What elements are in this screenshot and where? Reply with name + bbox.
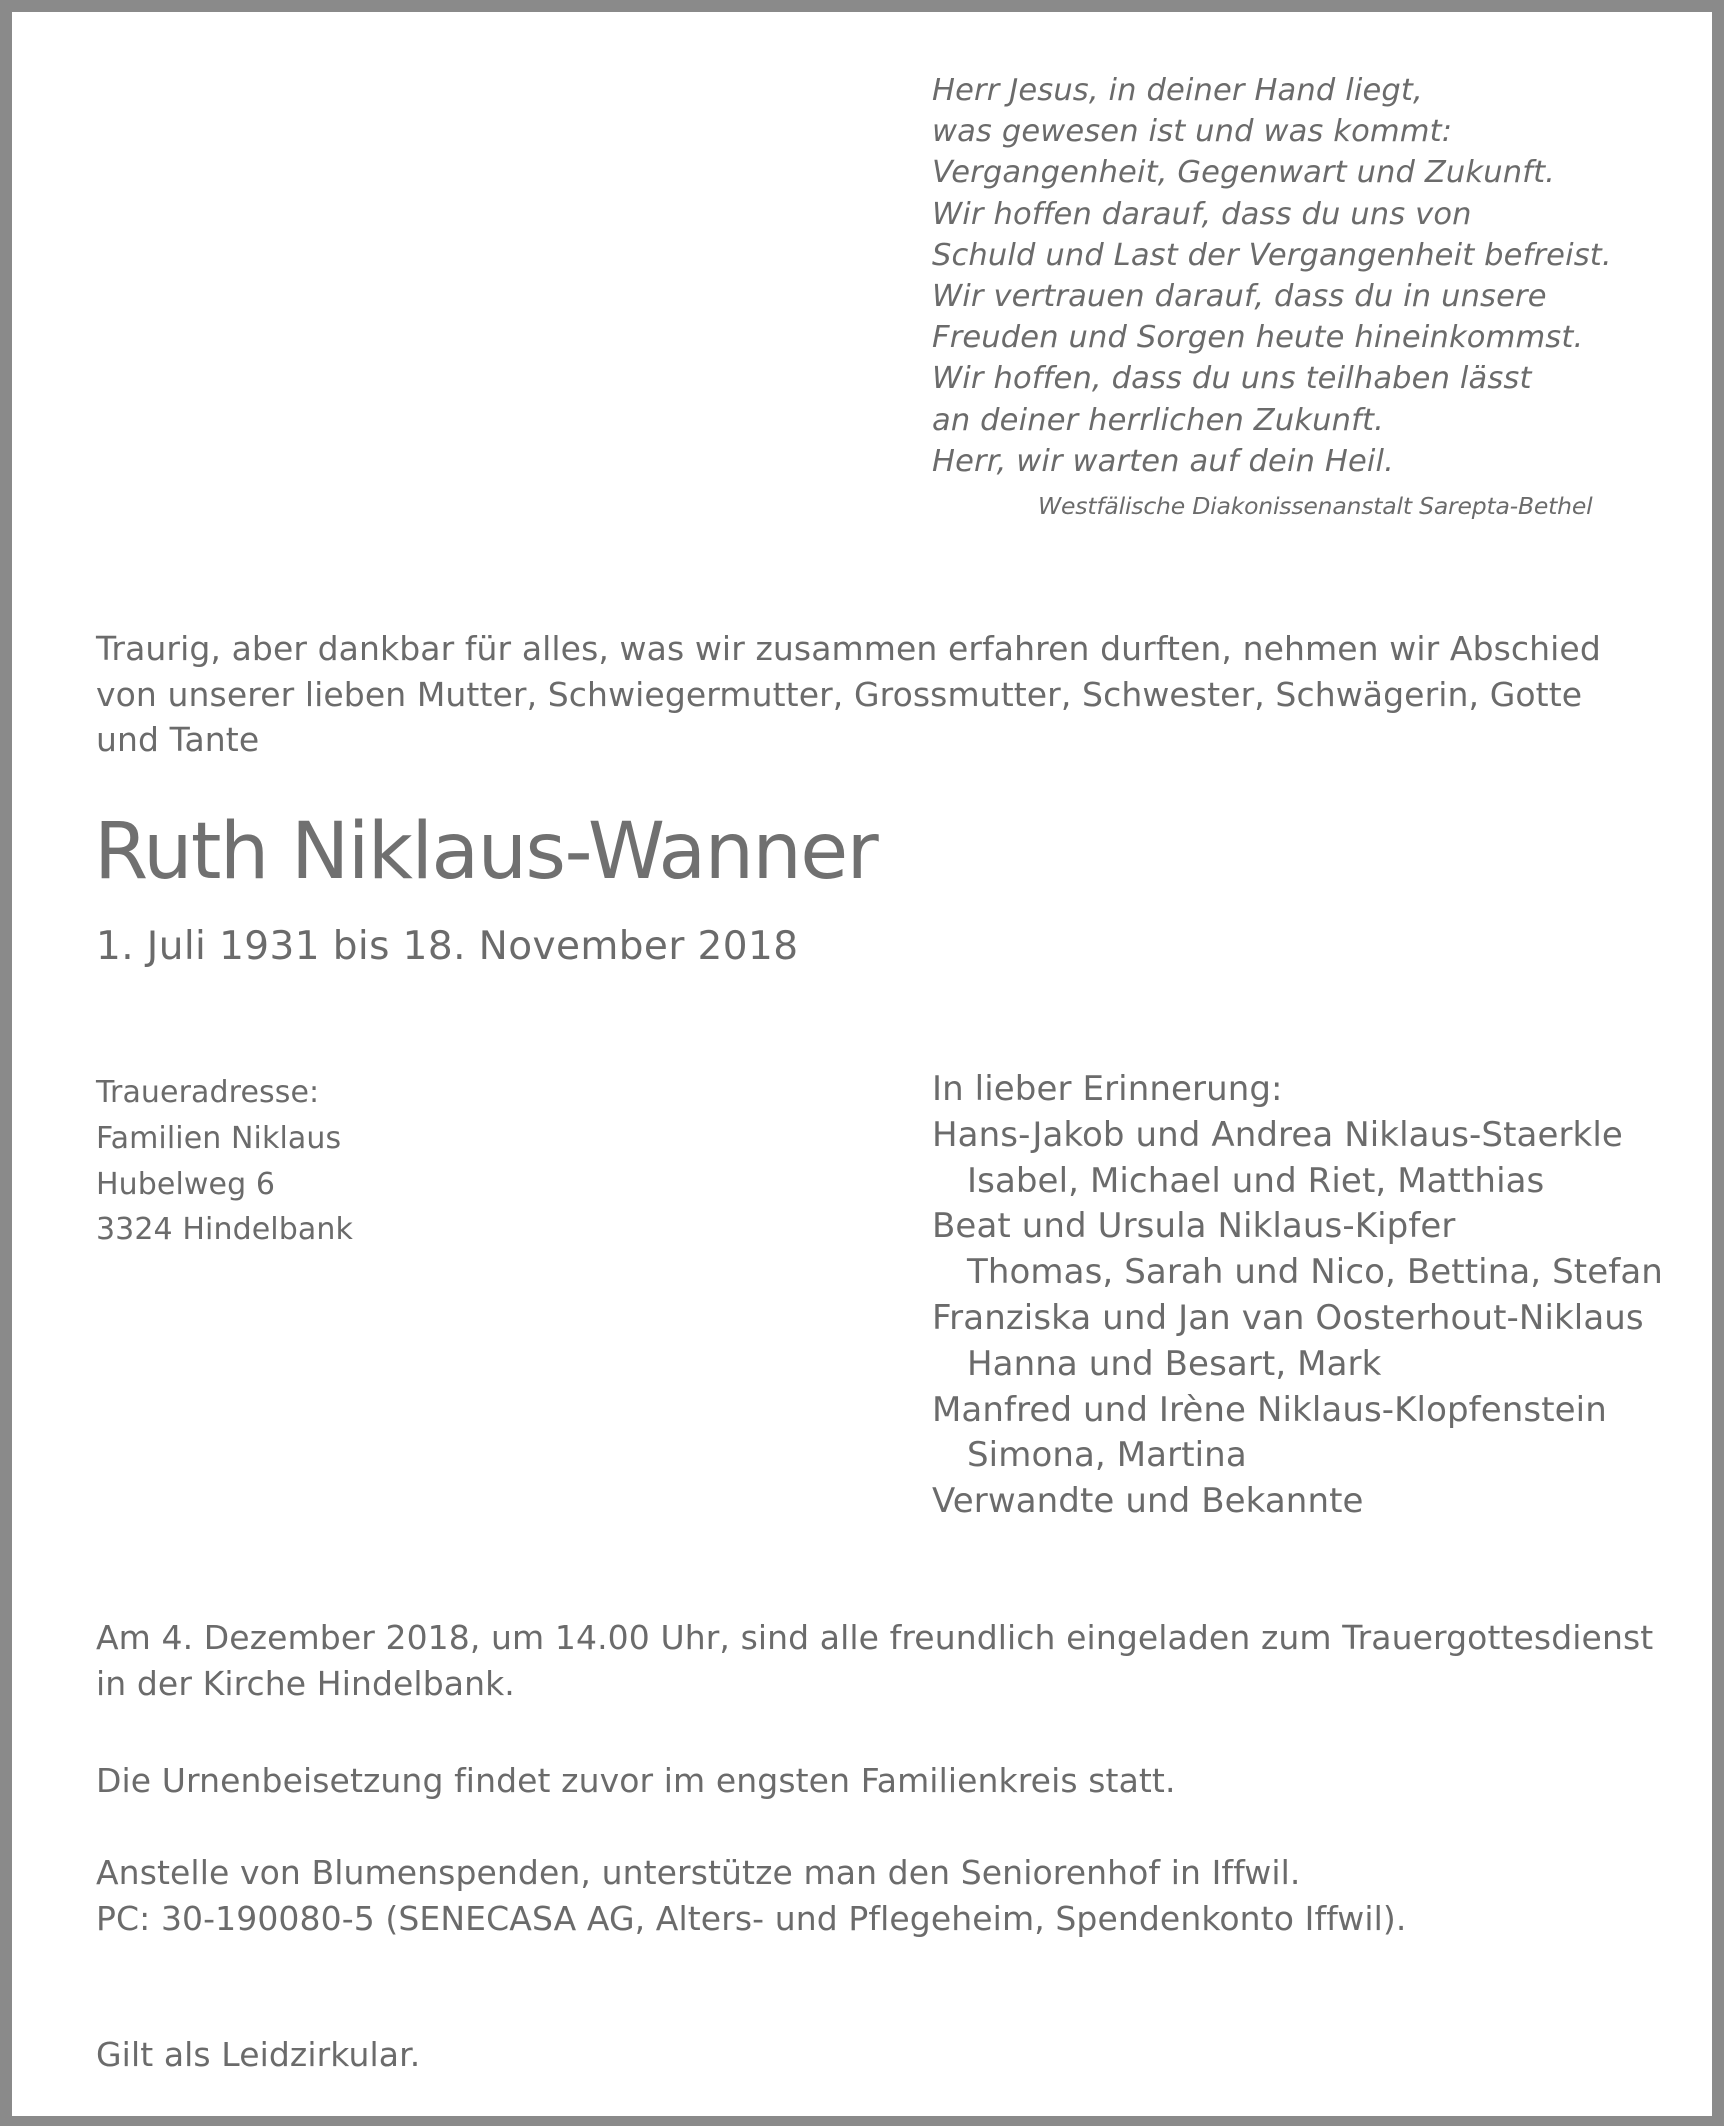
address-line: Hubelweg 6 [96, 1166, 276, 1202]
poem-line: Wir vertrauen darauf, dass du in unsere [932, 279, 1547, 315]
circular-note: Gilt als Leidzirkular. [96, 2035, 421, 2074]
service-line: Am 4. Dezember 2018, um 14.00 Uhr, sind alle freundlich eingeladen zum Trauergottesdienst [96, 1618, 1654, 1657]
intro-line: von unserer lieben Mutter, Schwiegermutter, Grossmutter, Schwester, Schwägerin, Gotte [96, 674, 1583, 714]
family-children-line: Isabel, Michael und Riet, Matthias [967, 1160, 1545, 1201]
poem-line: Freuden und Sorgen heute hineinkommst. [932, 320, 1584, 356]
poem-line: Wir hoffen, dass du uns teilhaben lässt [932, 361, 1532, 397]
poem-line: Vergangenheit, Gegenwart und Zukunft. [932, 155, 1556, 191]
family-line: Franziska und Jan van Oosterhout-Niklaus [932, 1297, 1644, 1338]
deceased-name: Ruth Niklaus-Wanner [94, 807, 878, 897]
family-line: Beat und Ursula Niklaus-Kipfer [932, 1206, 1456, 1247]
intro-text [96, 626, 1601, 763]
life-dates: 1. Juli 1931 bis 18. November 2018 [96, 924, 799, 969]
poem-line: Herr Jesus, in deiner Hand liegt, [932, 73, 1423, 108]
donation-info [96, 1850, 1406, 1941]
service-line: in der Kirche Hindelbank. [96, 1663, 515, 1703]
poem-line: Herr, wir warten auf dein Heil. [932, 443, 1395, 479]
poem-line: was gewesen ist und was kommt: [932, 114, 1453, 150]
urn-burial-note: Die Urnenbeisetzung findet zuvor im engsten Familienkreis statt. [96, 1761, 1176, 1800]
family-line: Hans-Jakob und Andrea Niklaus-Staerkle [932, 1114, 1623, 1155]
poem [932, 70, 1612, 482]
mourning-address [96, 1070, 353, 1253]
poem-line: Schuld und Last der Vergangenheit befreist. [932, 237, 1612, 273]
family-children-line: Hanna und Besart, Mark [967, 1343, 1382, 1384]
intro-line: und Tante [96, 720, 260, 759]
family-children-line: Thomas, Sarah und Nico, Bettina, Stefan [967, 1252, 1663, 1293]
address-label: Traueradresse: [96, 1075, 320, 1110]
family-line: Verwandte und Bekannte [932, 1481, 1364, 1522]
poem-line: Wir hoffen darauf, dass du uns von [932, 196, 1472, 232]
address-line: 3324 Hindelbank [96, 1212, 353, 1248]
donation-line: PC: 30-190080-5 (SENECASA AG, Alters- und Pflegeheim, Spendenkonto Iffwil). [96, 1898, 1407, 1938]
family-children-line: Simona, Martina [967, 1435, 1247, 1476]
address-line: Familien Niklaus [96, 1120, 342, 1156]
family-line: Manfred und Irène Niklaus-Klopfenstein [932, 1389, 1607, 1430]
family-list [932, 1067, 1663, 1525]
intro-line: Traurig, aber dankbar für alles, was wir zusammen erfahren durften, nehmen wir Abschied [96, 629, 1601, 668]
service-info [96, 1615, 1653, 1706]
family-heading: In lieber Erinnerung: [932, 1069, 1283, 1109]
donation-line: Anstelle von Blumenspenden, unterstütze man den Seniorenhof in Iffwil. [96, 1853, 1301, 1892]
poem-attribution: Westfälische Diakonissenanstalt Sarepta-Bethel [1038, 492, 1593, 520]
poem-line: an deiner herrlichen Zukunft. [932, 402, 1384, 438]
